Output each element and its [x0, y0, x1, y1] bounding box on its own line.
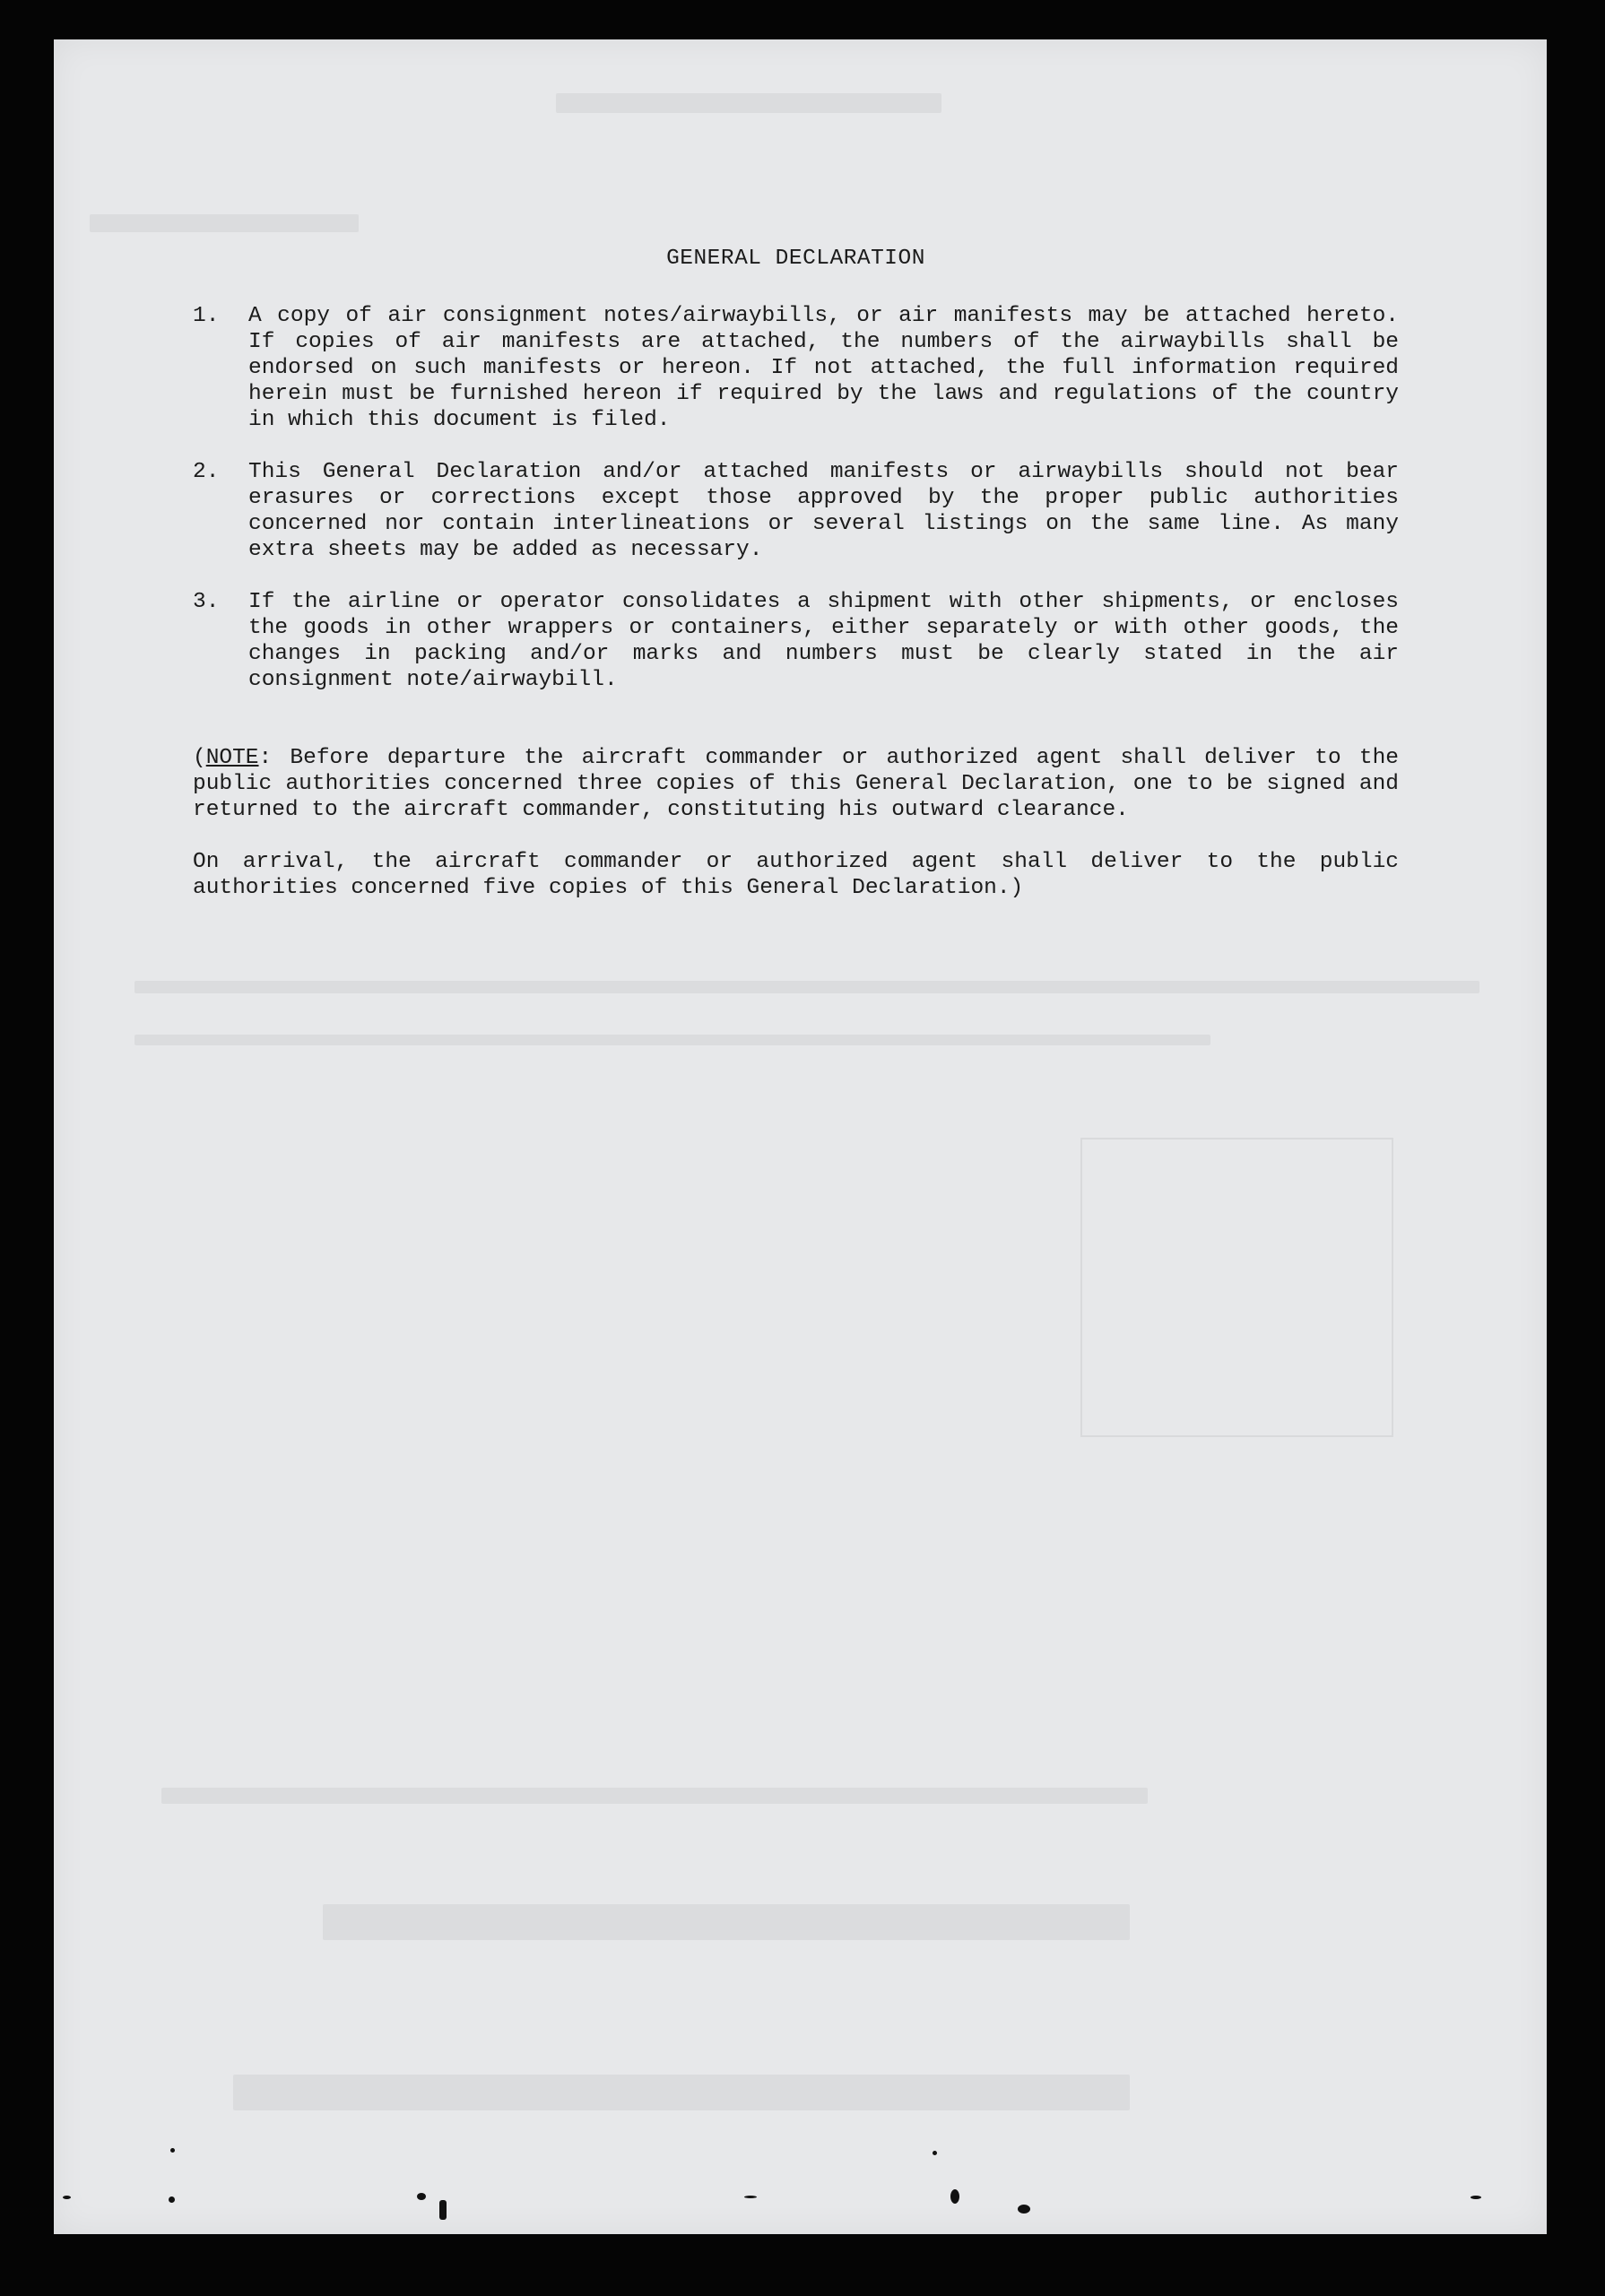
- scan-speck: [439, 2200, 447, 2220]
- declaration-text: [193, 246, 1399, 927]
- list-item: [193, 589, 1399, 693]
- scan-speck: [744, 2196, 757, 2198]
- scan-speck: [950, 2189, 959, 2204]
- scan-speck: [933, 2151, 937, 2155]
- note-open-paren: (: [193, 746, 206, 770]
- list-item: [193, 303, 1399, 433]
- scan-speck: [170, 2148, 175, 2153]
- scan-speck: [1018, 2205, 1030, 2214]
- bleed-through-mark: [323, 1904, 1130, 1940]
- bleed-through-mark: [90, 214, 359, 232]
- bleed-through-mark: [233, 2075, 1130, 2110]
- bleed-through-mark: [161, 1788, 1148, 1804]
- bleed-through-mark: [134, 1035, 1210, 1045]
- note-colon: :: [258, 746, 273, 770]
- note-paragraph: [193, 745, 1399, 823]
- scan-speck: [1471, 2196, 1481, 2199]
- note-label: NOTE: [205, 746, 259, 770]
- bleed-through-stamp: [1080, 1138, 1393, 1437]
- scan-speck: [169, 2196, 175, 2203]
- item-text: This General Declaration and/or attached manifests or airwaybills should not bear erasures or corrections except those approved by the proper public authorities concerned nor contain interlineations or several listings on the same line. As many extra sheets may be added as necessary.: [248, 460, 1399, 562]
- note-text: Before departure the aircraft commander or authorized agent shall deliver to the public authorities concerned three copies of this General Declaration, one to be signed and returned to the aircraft commander, constituting his outward clearance.: [193, 746, 1399, 822]
- note-section: [193, 745, 1399, 901]
- bleed-through-mark: [134, 981, 1479, 993]
- scan-speck: [63, 2196, 71, 2199]
- arrival-paragraph: On arrival, the aircraft commander or authorized agent shall deliver to the public authorities concerned five copies of this General Declaration.): [193, 850, 1399, 900]
- item-number: 1.: [193, 304, 220, 328]
- item-number: 3.: [193, 590, 220, 614]
- bleed-through-mark: [556, 93, 941, 113]
- item-number: 2.: [193, 460, 220, 484]
- item-text: If the airline or operator consolidates a shipment with other shipments, or encloses the goods in other wrappers or containers, either separately or with other goods, the changes in packing and/or marks and numbers must be clearly stated in the air consignment note/airwaybill.: [248, 590, 1399, 692]
- scan-speck: [417, 2193, 426, 2200]
- list-item: [193, 459, 1399, 563]
- item-text: A copy of air consignment notes/airwaybills, or air manifests may be attached hereto. If copies of air manifests are attached, the numbers of the airwaybills shall be endorsed on such manifests or hereon. If not attached, the full information required herein must be furnished hereon if required by the laws and regulations of the country in which this document is filed.: [248, 304, 1399, 432]
- page-title: GENERAL DECLARATION: [666, 247, 925, 271]
- document-page: [54, 39, 1547, 2234]
